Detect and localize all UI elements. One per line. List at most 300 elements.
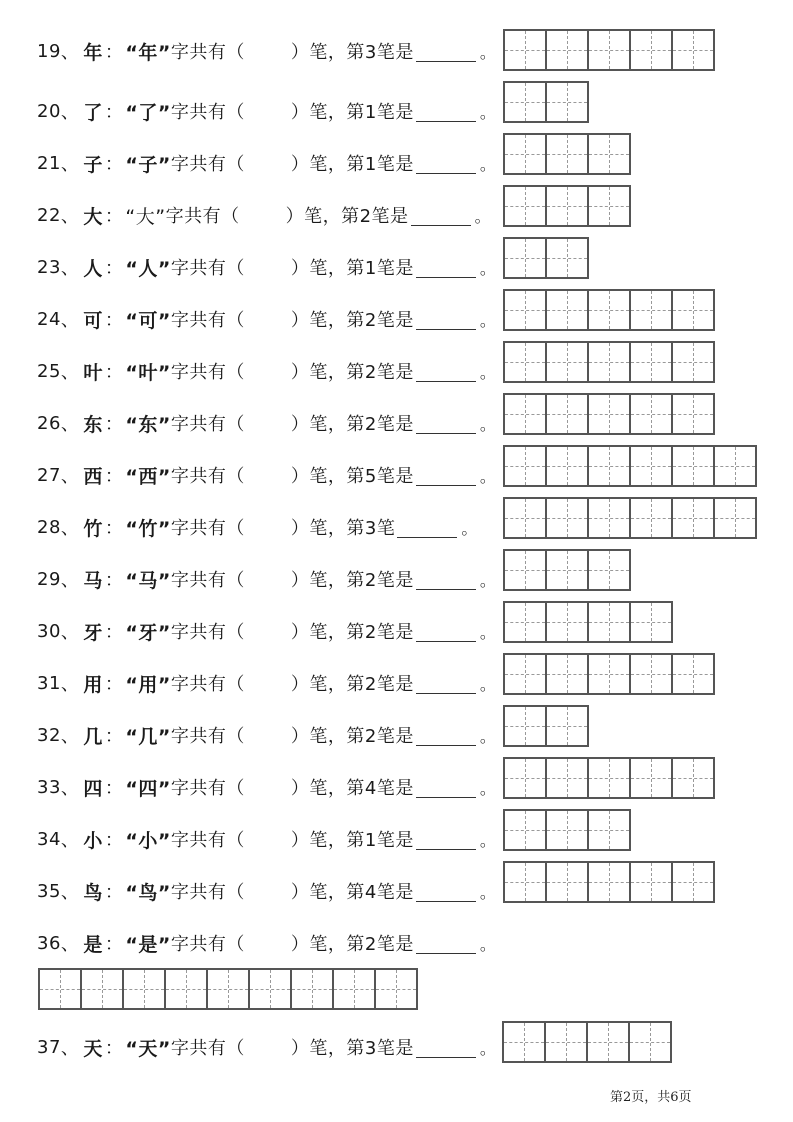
question-number: 28 xyxy=(37,516,61,538)
prompt-text: 字共有（ xyxy=(170,830,245,851)
stroke-order-text: 第3笔是 xyxy=(346,42,414,63)
period: 。 xyxy=(479,1038,497,1058)
target-character: 东 xyxy=(83,413,103,436)
tianzige-cell[interactable] xyxy=(505,187,547,225)
tianzige-cell[interactable] xyxy=(292,970,334,1008)
quoted-character: “四” xyxy=(125,777,171,800)
period: 。 xyxy=(461,518,478,538)
tianzige-cell[interactable] xyxy=(505,343,547,381)
tianzige-cell[interactable] xyxy=(547,655,589,693)
prompt-text: 字共有（ xyxy=(170,362,245,383)
target-character: 四 xyxy=(83,777,103,800)
colon: ： xyxy=(104,518,124,539)
target-character: 用 xyxy=(83,673,103,696)
stroke-order-text: 第2笔是 xyxy=(346,934,414,955)
stroke-answer-line[interactable] xyxy=(416,725,476,746)
tianzige-cell[interactable] xyxy=(631,291,673,329)
prompt-close: ）笔， xyxy=(290,1038,347,1059)
question-number: 22 xyxy=(37,204,61,226)
period: 。 xyxy=(479,414,497,434)
tianzige-cell[interactable] xyxy=(82,970,124,1008)
stroke-order-text: 第5笔是 xyxy=(346,466,414,487)
colon: ： xyxy=(104,830,124,851)
prompt-close: ）笔， xyxy=(290,414,347,435)
writing-grid xyxy=(502,1021,672,1063)
target-character: 叶 xyxy=(83,361,103,384)
writing-grid xyxy=(503,185,631,227)
colon: ： xyxy=(104,1038,124,1059)
tianzige-cell[interactable] xyxy=(589,135,631,173)
tianzige-cell[interactable] xyxy=(673,291,715,329)
stroke-order-text: 第2笔是 xyxy=(346,414,414,435)
writing-grid xyxy=(503,393,715,435)
period: 。 xyxy=(479,362,497,382)
question-row xyxy=(37,564,496,594)
prompt-text: 字共有（ xyxy=(170,1038,245,1059)
period: 。 xyxy=(479,102,497,122)
prompt-close: ）笔， xyxy=(290,830,347,851)
question-number: 34 xyxy=(37,828,61,850)
tianzige-cell[interactable] xyxy=(504,1023,546,1061)
enum-separator: 、 xyxy=(60,518,80,539)
period: 。 xyxy=(479,154,497,174)
tianzige-cell[interactable] xyxy=(547,707,589,745)
prompt-text: 字共有（ xyxy=(170,518,245,539)
enum-separator: 、 xyxy=(60,622,80,643)
writing-grid xyxy=(38,968,418,1010)
tianzige-cell[interactable] xyxy=(547,499,589,537)
tianzige-cell[interactable] xyxy=(589,603,631,641)
tianzige-cell[interactable] xyxy=(505,291,547,329)
stroke-answer-line[interactable] xyxy=(416,361,476,382)
prompt-text: 字共有（ xyxy=(170,414,245,435)
tianzige-cell[interactable] xyxy=(715,499,757,537)
prompt-close: ）笔， xyxy=(290,310,347,331)
prompt-text: 字共有（ xyxy=(170,778,245,799)
tianzige-cell[interactable] xyxy=(589,551,631,589)
period: 。 xyxy=(479,830,497,850)
question-row xyxy=(37,616,496,646)
colon: ： xyxy=(104,622,124,643)
target-character: 年 xyxy=(83,41,103,64)
stroke-order-text: 第1笔是 xyxy=(346,258,414,279)
tianzige-cell[interactable] xyxy=(505,135,547,173)
tianzige-cell[interactable] xyxy=(631,395,673,433)
prompt-text: 字共有（ xyxy=(170,154,245,175)
colon: ： xyxy=(104,726,124,747)
tianzige-cell[interactable] xyxy=(631,655,673,693)
quoted-character: “小” xyxy=(125,829,171,852)
tianzige-cell[interactable] xyxy=(589,343,631,381)
stroke-answer-line[interactable] xyxy=(416,153,476,174)
question-number: 23 xyxy=(37,256,61,278)
tianzige-cell[interactable] xyxy=(250,970,292,1008)
tianzige-cell[interactable] xyxy=(673,343,715,381)
tianzige-cell[interactable] xyxy=(589,863,631,901)
stroke-order-text: 第4笔是 xyxy=(346,882,414,903)
stroke-order-text: 第2笔是 xyxy=(346,622,414,643)
tianzige-cell[interactable] xyxy=(589,447,631,485)
stroke-answer-line[interactable] xyxy=(416,829,476,850)
tianzige-cell[interactable] xyxy=(547,343,589,381)
period: 。 xyxy=(479,778,497,798)
quoted-character: “了” xyxy=(125,101,171,124)
question-number: 30 xyxy=(37,620,61,642)
tianzige-cell[interactable] xyxy=(630,1023,672,1061)
target-character: 马 xyxy=(83,569,103,592)
target-character: 人 xyxy=(83,257,103,280)
tianzige-cell[interactable] xyxy=(547,83,589,121)
stroke-answer-line[interactable] xyxy=(416,881,476,902)
period: 。 xyxy=(479,466,497,486)
tianzige-cell[interactable] xyxy=(505,759,547,797)
prompt-text: 字共有（ xyxy=(170,466,245,487)
colon: ： xyxy=(104,882,124,903)
tianzige-cell[interactable] xyxy=(547,31,589,69)
enum-separator: 、 xyxy=(60,1038,80,1059)
enum-separator: 、 xyxy=(60,362,80,383)
quoted-character: “大” xyxy=(125,205,166,228)
enum-separator: 、 xyxy=(60,102,80,123)
stroke-order-text: 第4笔是 xyxy=(346,778,414,799)
tianzige-cell[interactable] xyxy=(673,31,715,69)
prompt-text: 字共有（ xyxy=(165,206,240,227)
target-character: 子 xyxy=(83,153,103,176)
tianzige-cell[interactable] xyxy=(673,655,715,693)
stroke-answer-line[interactable] xyxy=(416,465,476,486)
period: 。 xyxy=(474,206,492,226)
question-row xyxy=(37,928,496,958)
tianzige-cell[interactable] xyxy=(589,655,631,693)
question-number: 35 xyxy=(37,880,61,902)
question-number: 33 xyxy=(37,776,61,798)
colon: ： xyxy=(104,310,124,331)
target-character: 可 xyxy=(83,309,103,332)
stroke-answer-line[interactable] xyxy=(416,569,476,590)
target-character: 是 xyxy=(83,933,103,956)
tianzige-cell[interactable] xyxy=(505,707,547,745)
stroke-answer-line[interactable] xyxy=(416,1037,476,1058)
prompt-close: ）笔， xyxy=(290,466,347,487)
question-number: 32 xyxy=(37,724,61,746)
prompt-close: ）笔， xyxy=(290,42,347,63)
writing-grid xyxy=(503,133,631,175)
question-number: 19 xyxy=(37,40,61,62)
question-row xyxy=(37,824,496,854)
stroke-order-text: 第1笔是 xyxy=(346,830,414,851)
quoted-character: “马” xyxy=(125,569,171,592)
question-row xyxy=(37,200,491,230)
prompt-text: 字共有（ xyxy=(170,674,245,695)
target-character: 竹 xyxy=(83,517,103,540)
tianzige-cell[interactable] xyxy=(546,1023,588,1061)
writing-grid xyxy=(503,705,589,747)
question-row xyxy=(37,876,496,906)
question-row xyxy=(37,408,496,438)
enum-separator: 、 xyxy=(60,466,80,487)
colon: ： xyxy=(104,778,124,799)
colon: ： xyxy=(104,258,124,279)
stroke-order-text: 第2笔是 xyxy=(346,674,414,695)
quoted-character: “是” xyxy=(125,933,171,956)
writing-grid xyxy=(503,81,589,123)
tianzige-cell[interactable] xyxy=(505,239,547,277)
stroke-answer-line[interactable] xyxy=(416,101,476,122)
stroke-answer-line[interactable] xyxy=(397,517,457,538)
prompt-close: ）笔， xyxy=(290,258,347,279)
colon: ： xyxy=(104,42,124,63)
tianzige-cell[interactable] xyxy=(631,863,673,901)
tianzige-cell[interactable] xyxy=(673,759,715,797)
enum-separator: 、 xyxy=(60,206,80,227)
stroke-answer-line[interactable] xyxy=(416,413,476,434)
stroke-answer-line[interactable] xyxy=(416,621,476,642)
writing-grid xyxy=(503,29,715,71)
tianzige-cell[interactable] xyxy=(505,603,547,641)
enum-separator: 、 xyxy=(60,570,80,591)
enum-separator: 、 xyxy=(60,882,80,903)
target-character: 西 xyxy=(83,465,103,488)
question-number: 26 xyxy=(37,412,61,434)
question-number: 21 xyxy=(37,152,61,174)
question-row xyxy=(37,512,478,542)
tianzige-cell[interactable] xyxy=(547,135,589,173)
tianzige-cell[interactable] xyxy=(505,395,547,433)
quoted-character: “牙” xyxy=(125,621,171,644)
tianzige-cell[interactable] xyxy=(631,603,673,641)
tianzige-cell[interactable] xyxy=(208,970,250,1008)
tianzige-cell[interactable] xyxy=(589,187,631,225)
page-footer: 第2页，共6页 xyxy=(610,1090,692,1105)
prompt-text: 字共有（ xyxy=(170,310,245,331)
period: 。 xyxy=(479,310,497,330)
writing-grid xyxy=(503,861,715,903)
stroke-order-text: 第2笔是 xyxy=(346,570,414,591)
question-number: 27 xyxy=(37,464,61,486)
enum-separator: 、 xyxy=(60,258,80,279)
enum-separator: 、 xyxy=(60,310,80,331)
tianzige-cell[interactable] xyxy=(547,863,589,901)
stroke-answer-line[interactable] xyxy=(416,257,476,278)
tianzige-cell[interactable] xyxy=(505,499,547,537)
tianzige-cell[interactable] xyxy=(631,499,673,537)
tianzige-cell[interactable] xyxy=(631,31,673,69)
colon: ： xyxy=(104,674,124,695)
quoted-character: “几” xyxy=(125,725,171,748)
tianzige-cell[interactable] xyxy=(40,970,82,1008)
enum-separator: 、 xyxy=(60,934,80,955)
period: 。 xyxy=(479,726,497,746)
question-row xyxy=(37,1032,496,1062)
tianzige-cell[interactable] xyxy=(505,31,547,69)
colon: ： xyxy=(104,154,124,175)
prompt-text: 字共有（ xyxy=(170,42,245,63)
quoted-character: “可” xyxy=(125,309,171,332)
question-number: 31 xyxy=(37,672,61,694)
colon: ： xyxy=(104,570,124,591)
question-row xyxy=(37,304,496,334)
tianzige-cell[interactable] xyxy=(589,499,631,537)
tianzige-cell[interactable] xyxy=(124,970,166,1008)
writing-grid xyxy=(503,497,757,539)
prompt-text: 字共有（ xyxy=(170,934,245,955)
tianzige-cell[interactable] xyxy=(589,395,631,433)
tianzige-cell[interactable] xyxy=(673,395,715,433)
prompt-close: ）笔， xyxy=(290,570,347,591)
tianzige-cell[interactable] xyxy=(547,395,589,433)
question-number: 20 xyxy=(37,100,61,122)
tianzige-cell[interactable] xyxy=(589,811,631,849)
quoted-character: “子” xyxy=(125,153,171,176)
tianzige-cell[interactable] xyxy=(376,970,418,1008)
period: 。 xyxy=(479,570,497,590)
stroke-answer-line[interactable] xyxy=(416,309,476,330)
tianzige-cell[interactable] xyxy=(589,31,631,69)
quoted-character: “年” xyxy=(125,41,171,64)
tianzige-cell[interactable] xyxy=(589,291,631,329)
quoted-character: “鸟” xyxy=(125,881,171,904)
quoted-character: “东” xyxy=(125,413,171,436)
prompt-close: ）笔， xyxy=(290,674,347,695)
writing-grid xyxy=(503,549,631,591)
question-row xyxy=(37,148,496,178)
writing-grid xyxy=(503,653,715,695)
stroke-answer-line[interactable] xyxy=(416,673,476,694)
enum-separator: 、 xyxy=(60,778,80,799)
stroke-order-text: 第1笔是 xyxy=(346,102,414,123)
tianzige-cell[interactable] xyxy=(547,811,589,849)
stroke-order-text: 第2笔是 xyxy=(341,206,409,227)
period: 。 xyxy=(479,42,497,62)
question-row xyxy=(37,720,496,750)
writing-grid xyxy=(503,809,631,851)
stroke-order-text: 第2笔是 xyxy=(346,362,414,383)
tianzige-cell[interactable] xyxy=(547,291,589,329)
enum-separator: 、 xyxy=(60,726,80,747)
tianzige-cell[interactable] xyxy=(673,447,715,485)
tianzige-cell[interactable] xyxy=(505,551,547,589)
period: 。 xyxy=(479,258,497,278)
question-row xyxy=(37,772,496,802)
stroke-answer-line[interactable] xyxy=(411,205,471,226)
target-character: 大 xyxy=(83,205,103,228)
quoted-character: “天” xyxy=(125,1037,171,1060)
tianzige-cell[interactable] xyxy=(547,603,589,641)
prompt-text: 字共有（ xyxy=(170,258,245,279)
tianzige-cell[interactable] xyxy=(505,447,547,485)
prompt-close: ）笔， xyxy=(290,362,347,383)
stroke-order-text: 第1笔是 xyxy=(346,154,414,175)
tianzige-cell[interactable] xyxy=(715,447,757,485)
prompt-text: 字共有（ xyxy=(170,622,245,643)
tianzige-cell[interactable] xyxy=(631,447,673,485)
question-row xyxy=(37,668,496,698)
enum-separator: 、 xyxy=(60,830,80,851)
question-row xyxy=(37,252,496,282)
tianzige-cell[interactable] xyxy=(547,187,589,225)
question-row xyxy=(37,36,496,66)
writing-grid xyxy=(503,289,715,331)
target-character: 鸟 xyxy=(83,881,103,904)
prompt-close: ）笔， xyxy=(290,154,347,175)
prompt-close: ）笔， xyxy=(290,778,347,799)
target-character: 小 xyxy=(83,829,103,852)
quoted-character: “西” xyxy=(125,465,171,488)
tianzige-cell[interactable] xyxy=(589,759,631,797)
question-number: 29 xyxy=(37,568,61,590)
prompt-close: ）笔， xyxy=(290,102,347,123)
stroke-order-text: 第3笔 xyxy=(346,518,396,539)
period: 。 xyxy=(479,622,497,642)
target-character: 牙 xyxy=(83,621,103,644)
quoted-character: “竹” xyxy=(125,517,171,540)
prompt-close: ）笔， xyxy=(290,882,347,903)
colon: ： xyxy=(104,102,124,123)
prompt-close: ）笔， xyxy=(290,518,347,539)
prompt-text: 字共有（ xyxy=(170,570,245,591)
question-number: 36 xyxy=(37,932,61,954)
writing-grid xyxy=(503,237,589,279)
question-row xyxy=(37,96,496,126)
target-character: 几 xyxy=(83,725,103,748)
period: 。 xyxy=(479,882,497,902)
prompt-text: 字共有（ xyxy=(170,726,245,747)
tianzige-cell[interactable] xyxy=(631,759,673,797)
tianzige-cell[interactable] xyxy=(166,970,208,1008)
colon: ： xyxy=(104,206,124,227)
stroke-order-text: 第3笔是 xyxy=(346,1038,414,1059)
quoted-character: “叶” xyxy=(125,361,171,384)
tianzige-cell[interactable] xyxy=(547,447,589,485)
tianzige-cell[interactable] xyxy=(673,499,715,537)
tianzige-cell[interactable] xyxy=(505,811,547,849)
question-number: 24 xyxy=(37,308,61,330)
tianzige-cell[interactable] xyxy=(505,655,547,693)
prompt-close: ）笔， xyxy=(285,206,342,227)
tianzige-cell[interactable] xyxy=(547,759,589,797)
tianzige-cell[interactable] xyxy=(588,1023,630,1061)
stroke-answer-line[interactable] xyxy=(416,777,476,798)
tianzige-cell[interactable] xyxy=(673,863,715,901)
colon: ： xyxy=(104,362,124,383)
prompt-close: ）笔， xyxy=(290,726,347,747)
enum-separator: 、 xyxy=(60,42,80,63)
stroke-answer-line[interactable] xyxy=(416,41,476,62)
prompt-close: ）笔， xyxy=(290,622,347,643)
stroke-order-text: 第2笔是 xyxy=(346,726,414,747)
tianzige-cell[interactable] xyxy=(505,83,547,121)
stroke-answer-line[interactable] xyxy=(416,933,476,954)
writing-grid xyxy=(503,341,715,383)
enum-separator: 、 xyxy=(60,674,80,695)
prompt-text: 字共有（ xyxy=(170,882,245,903)
tianzige-cell[interactable] xyxy=(631,343,673,381)
question-row xyxy=(37,356,496,386)
prompt-text: 字共有（ xyxy=(170,102,245,123)
period: 。 xyxy=(479,674,497,694)
question-number: 37 xyxy=(37,1036,61,1058)
period: 。 xyxy=(479,934,497,954)
tianzige-cell[interactable] xyxy=(547,239,589,277)
target-character: 了 xyxy=(83,101,103,124)
quoted-character: “人” xyxy=(125,257,171,280)
question-number: 25 xyxy=(37,360,61,382)
tianzige-cell[interactable] xyxy=(547,551,589,589)
tianzige-cell[interactable] xyxy=(505,863,547,901)
colon: ： xyxy=(104,466,124,487)
enum-separator: 、 xyxy=(60,154,80,175)
tianzige-cell[interactable] xyxy=(334,970,376,1008)
